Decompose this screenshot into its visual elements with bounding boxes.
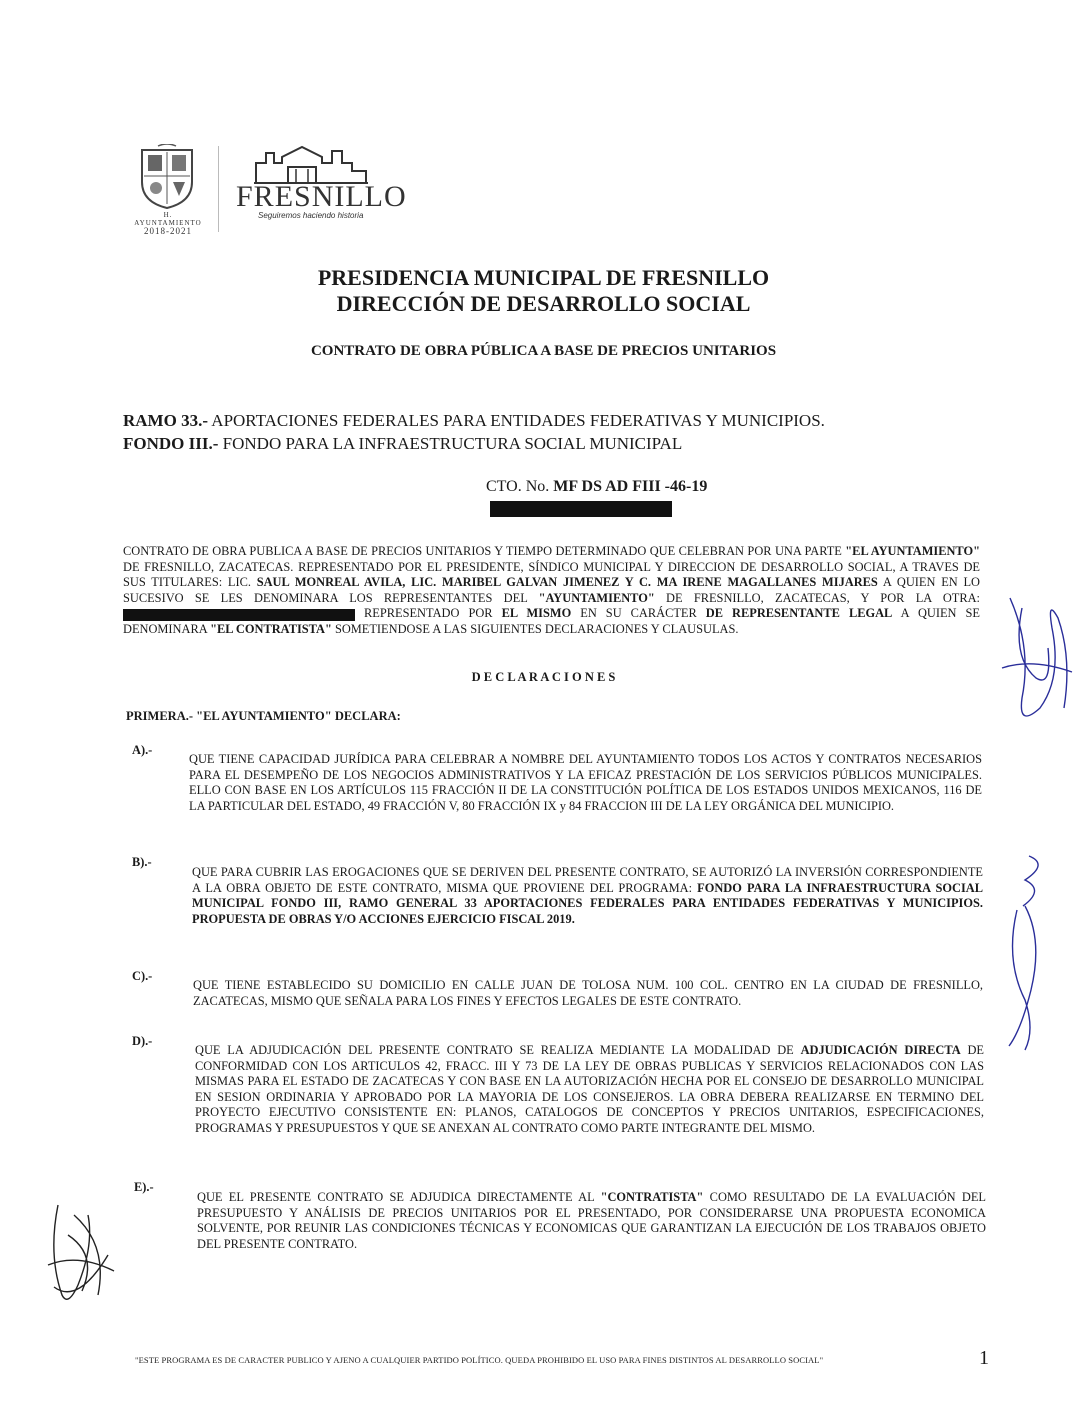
clause-b-program: FONDO PARA LA INFRAESTRUCTURA SOCIAL MUNICIPAL FONDO III, RAMO GENERAL 33 APORTACIONES FEDERALES PARA ENTIDADES FEDERATIVAS Y MUNICIPIOS. PROPUESTA DE OBRAS Y/O ACCIONES EJERCICIO FISCAL 2019.: [192, 880, 984, 926]
skyline-logo-icon: [252, 143, 370, 185]
logo-caption: [130, 211, 206, 235]
declaraciones-heading: D E C L A R A C I O N E S: [471, 670, 616, 684]
clause-d-modalidad: ADJUDICACIÓN DIRECTA: [800, 1043, 961, 1057]
signature-left: [38, 1195, 128, 1310]
clause-b-body: QUE PARA CUBRIR LAS EROGACIONES QUE SE DERIVEN DEL PRESENTE CONTRATO, SE AUTORIZÓ LA INVERSIÓN CORRESPONDIENTE A LA OBRA OBJETO DE ESTE CONTRATO, MISMA QUE PROVIENE DEL PROGRAMA:: [192, 865, 983, 895]
title-presidencia: PRESIDENCIA MUNICIPAL DE FRESNILLO: [317, 265, 770, 290]
intro-text-1: CONTRATO DE OBRA PUBLICA A BASE DE PRECIOS UNITARIOS Y TIEMPO DETERMINADO QUE CELEBRAN POR UNA PARTE: [123, 544, 846, 558]
intro-contratista: "EL CONTRATISTA": [210, 621, 332, 636]
clause-e-text: [197, 1190, 986, 1252]
clause-d-body-1: QUE LA ADJUDICACIÓN DEL PRESENTE CONTRATO SE REALIZA MEDIANTE LA MODALIDAD DE: [195, 1043, 801, 1057]
intro-text-8: SOMETIENDOSE A LAS SIGUIENTES DECLARACIONES Y CLAUSULAS.: [331, 621, 739, 636]
clause-b-label: B).-: [132, 855, 152, 869]
redaction-bar: [123, 609, 355, 621]
redaction-bar: [490, 501, 672, 517]
intro-text-3: A QUIEN EN LO SUCESIVO SE LES DENOMINARA LOS REPRESENTANTES DEL: [123, 575, 980, 605]
intro-ayuntamiento-2: "AYUNTAMIENTO": [538, 590, 655, 605]
intro-text-2: DE FRESNILLO, ZACATECAS. REPRESENTADO POR EL PRESIDENTE, SÍNDICO MUNICIPAL Y DIRECCION DE DESARROLLO SOCIAL, A TRAVES DE SUS TITULARES: LIC.: [123, 559, 980, 590]
fresnillo-wordmark: FRESNILLO: [236, 180, 407, 213]
contract-subtitle: CONTRATO DE OBRA PÚBLICA A BASE DE PRECIOS UNITARIOS: [310, 343, 777, 359]
fondo-text: FONDO PARA LA INFRAESTRUCTURA SOCIAL MUNICIPAL: [218, 434, 683, 453]
ramo-text: APORTACIONES FEDERALES PARA ENTIDADES FEDERATIVAS Y MUNICIPIOS.: [207, 411, 825, 430]
intro-text-5: REPRESENTADO POR: [355, 606, 502, 621]
intro-text-7: A QUIEN SE DENOMINARA: [123, 606, 981, 636]
intro-text-6: EN SU CARÁCTER: [571, 606, 706, 621]
intro-el-mismo: EL MISMO: [501, 606, 572, 621]
primera-heading: PRIMERA.- "EL AYUNTAMIENTO" DECLARA:: [126, 709, 401, 723]
intro-text-4: DE FRESNILLO, ZACATECAS, Y POR LA OTRA:: [654, 590, 980, 605]
clause-b-text: [192, 865, 983, 927]
intro-paragraph: [123, 544, 980, 638]
clause-a-label: A).-: [132, 743, 153, 757]
clause-e-body-2: COMO RESULTADO DE LA EVALUACIÓN DEL PRESUPUESTO Y ANÁLISIS DE PRECIOS UNITARIOS POR EL PRESENTADO, POR CONSIDERARSE UNA PROPUESTA ECONOMICA SOLVENTE, POR REUNIR LAS CONDICIONES TÉCNICAS Y ECONOMICAS QUE GARANTIZAN LA EJECUCIÓN DE LOS TRABAJOS OBJETO DEL PRESENTE CONTRATO.: [197, 1190, 987, 1251]
clause-a-text: QUE TIENE CAPACIDAD JURÍDICA PARA CELEBRAR A NOMBRE DEL AYUNTAMIENTO TODOS LOS ACTOS Y CONTRATOS NECESARIOS PARA EL DESEMPEÑO DE LOS NEGOCIOS ADMINISTRATIVOS Y LA EFICAZ PRESTACIÓN DE LOS SERVICIOS PÚBLICOS MUNICIPALES. ELLO CON BASE EN LOS ARTÍCULOS 115 FRACCIÓN II DE LA CONSTITUCIÓN POLÍTICA DE LOS ESTADOS UNIDOS MEXICANOS, 116 DE LA PARTICULAR DEL ESTADO, 49 FRACCIÓN V, 80 FRACCIÓN IX y 84 FRACCION III DE LA LEY ORGÁNICA DEL MUNICIPIO.: [189, 752, 982, 813]
intro-titulares: SAUL MONREAL AVILA, LIC. MARIBEL GALVAN JIMENEZ Y C. MA IRENE MAGALLANES MIJARES: [256, 575, 878, 590]
ramo-line: [123, 411, 825, 431]
title-direccion: DIRECCIÓN DE DESARROLLO SOCIAL: [336, 291, 751, 316]
intro-ayuntamiento: "EL AYUNTAMIENTO": [845, 544, 980, 558]
fondo-line: [123, 434, 682, 454]
intro-representante: DE REPRESENTANTE LEGAL: [705, 606, 893, 621]
municipal-shield-logo: [138, 144, 196, 210]
clause-e-label: E).-: [134, 1180, 154, 1194]
clause-d-body-2: DE CONFORMIDAD CON LOS ARTICULOS 42, FRACC. III Y 73 DE LA LEY DE OBRAS PUBLICAS Y SERVICIOS RELACIONADOS CON LAS MISMAS PARA EL ESTADO DE ZACATECAS Y CON BASE EN LA AUTORIZACIÓN HECHA POR EL CONSEJO DE DESARROLLO MUNICIPAL EN SESION ORDINARIA Y APROBADO POR LA MAYORIA DE LOS CONSEJEROS. LA OBRA DEBERA REALIZARSE EN TERMINO DEL PROYECTO EJECUTIVO CONSISTENTE EN: PLANOS, CATALOGOS DE CONCEPTOS Y PRECIOS UNITARIOS, ESPECIFICACIONES, PROGRAMAS Y PRESUPUESTOS Y QUE SE ANEXAN AL CONTRATO COMO PARTE INTEGRANTE DEL MISMO.: [195, 1043, 984, 1135]
signature-right-upper: [992, 588, 1082, 738]
logo-divider: [218, 146, 219, 232]
contract-number-prefix: CTO. No.: [486, 478, 554, 495]
logo-slogan: Seguiremos haciendo historia: [258, 211, 364, 220]
clause-d-label: D).-: [132, 1034, 153, 1048]
clause-c-label: C).-: [132, 969, 153, 983]
clause-e-body-1: QUE EL PRESENTE CONTRATO SE ADJUDICA DIRECTAMENTE AL: [197, 1190, 601, 1204]
clause-c-text: QUE TIENE ESTABLECIDO SU DOMICILIO EN CALLE JUAN DE TOLOSA NUM. 100 COL. CENTRO EN LA CIUDAD DE FRESNILLO, ZACATECAS, MISMO QUE SEÑALA PARA LOS FINES Y EFECTOS LEGALES DE ESTE CONTRATO.: [193, 978, 983, 1008]
ramo-label: RAMO 33.-: [123, 411, 208, 430]
fondo-label: FONDO III.-: [123, 434, 219, 453]
footer-disclaimer: "ESTE PROGRAMA ES DE CARACTER PUBLICO Y AJENO A CUALQUIER PARTIDO POLÍTICO. QUEDA PROHIBIDO EL USO PARA FINES DISTINTOS AL DESARROLLO SOCIAL": [135, 1355, 824, 1365]
contract-number: [486, 478, 707, 496]
contract-number-value: MF DS AD FIII -46-19: [553, 478, 708, 495]
logo-caption-line2: 2018-2021: [144, 226, 192, 236]
clause-d-text: [195, 1043, 984, 1137]
page-number: 1: [979, 1347, 989, 1369]
clause-e-contratista: "CONTRATISTA": [600, 1190, 704, 1204]
signature-right-lower: [995, 850, 1065, 1060]
logo-caption-line1: H. AYUNTAMIENTO: [134, 211, 202, 227]
